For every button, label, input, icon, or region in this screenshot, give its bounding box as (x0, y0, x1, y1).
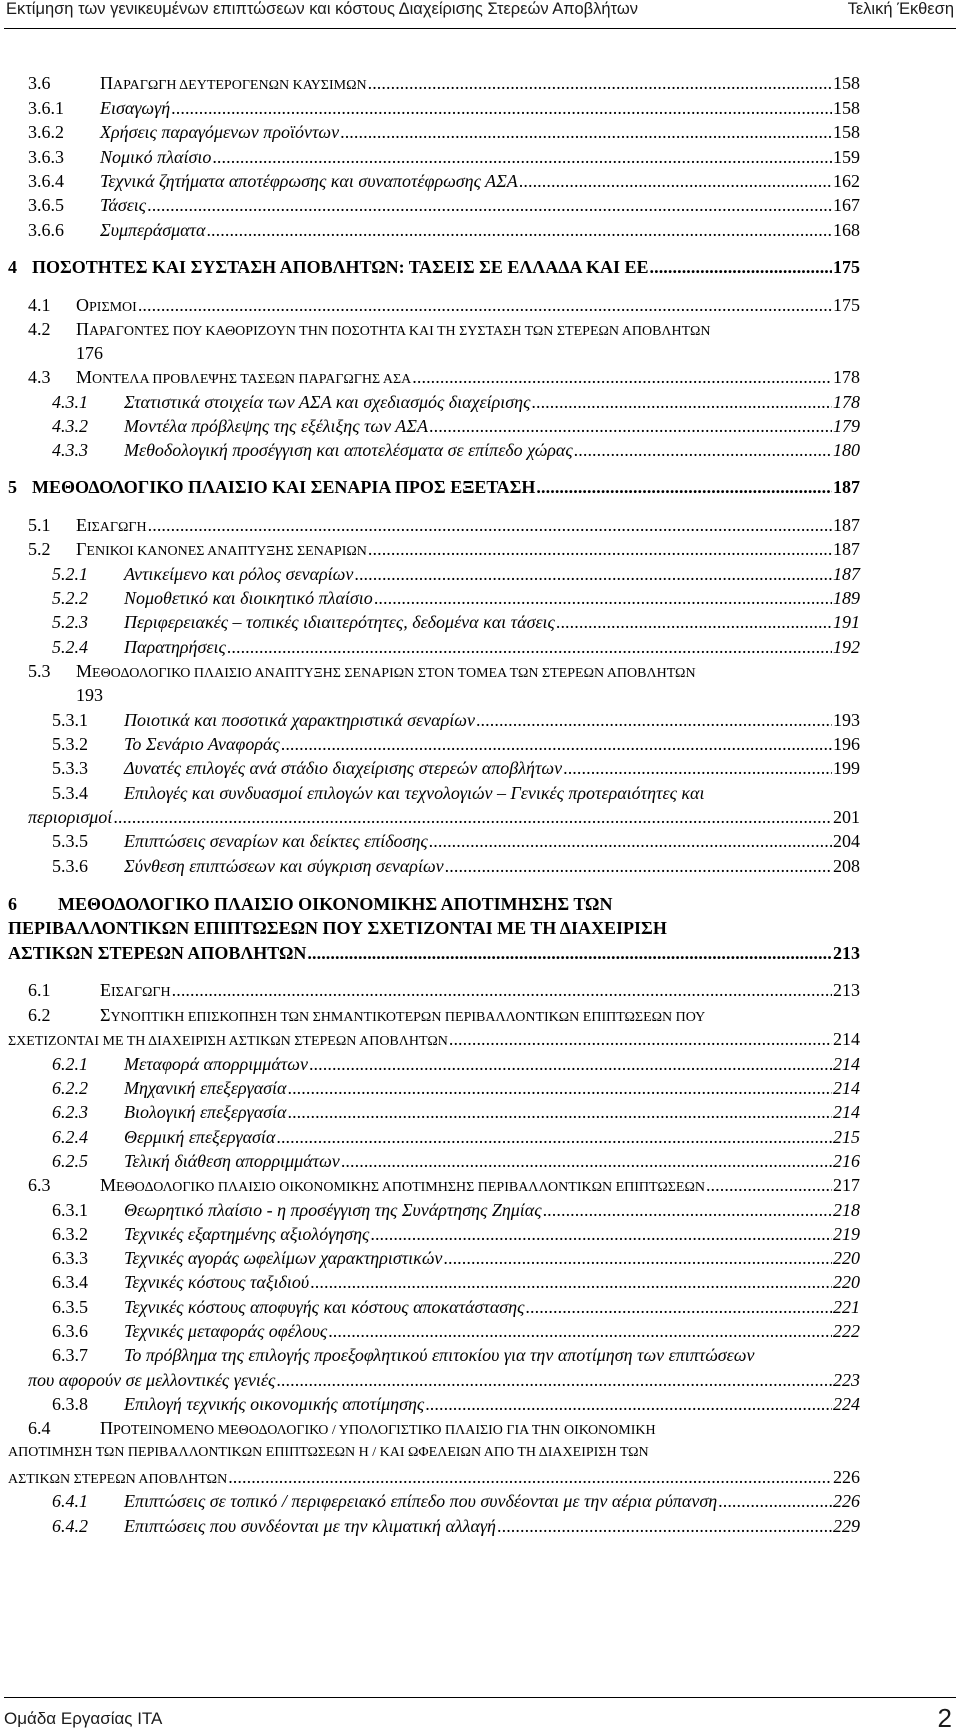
toc-entry-3-6-3[interactable]: 3.6.3 Νομικό πλαίσιο . . . 159 (28, 146, 860, 168)
page-number: 2 (937, 1703, 952, 1733)
toc-entry-6-4-line2: ΑΠΟΤΙΜΗΣΗ ΤΩΝ ΠΕΡΙΒΑΛΛΟΝΤΙΚΩΝ ΕΠΙΠΤΩΣΕΩΝ Η / ΚΑΙ ΩΦΕΛΕΙΩΝ ΑΠΟ ΤΗ ΔΙΑΧΕΙΡΙΣΗ ΤΩΝ (8, 1445, 649, 1460)
toc-entry-5-3-4-cont[interactable]: περιορισμοί . . . 201 (28, 806, 860, 828)
toc-entry-6-2-5[interactable]: 6.2.5 Τελική διάθεση απορριμμάτων . . . 216 (52, 1150, 860, 1172)
toc-entry-6-3-1[interactable]: 6.3.1 Θεωρητικό πλαίσιο - η προσέγγιση της Συνάρτησης Ζημίας . . . 218 (52, 1199, 860, 1221)
toc-entry-5-2-2[interactable]: 5.2.2 Νομοθετικό και διοικητικό πλαίσιο . . . 189 (52, 587, 860, 609)
toc-entry-4-3-2[interactable]: 4.3.2 Μοντέλα πρόβλεψης της εξέλιξης των ΑΣΑ . . . 179 (52, 415, 860, 437)
toc-entry-6-4-1[interactable]: 6.4.1 Επιπτώσεις σε τοπικό / περιφερειακό επίπεδο που συνδέονται με την αέρια ρύπανση . . . 226 (52, 1490, 860, 1512)
toc-entry-3-6-1[interactable]: 3.6.1 Εισαγωγή . . . 158 (28, 97, 860, 119)
toc-entry-5-3-6[interactable]: 5.3.6 Σύνθεση επιπτώσεων και σύγκριση σεναρίων . . . 208 (52, 855, 860, 877)
toc-entry-5-3[interactable]: 5.3 ΜΕΘΟΔΟΛΟΓΙΚΟ ΠΛΑΙΣΙΟ ΑΝΑΠΤΥΞΗΣ ΣΕΝΑΡΙΩΝ ΣΤΟΝ ΤΟΜΕΑ ΤΩΝ ΣΤΕΡΕΩΝ ΑΠΟΒΛΗΤΩΝ (28, 661, 696, 681)
toc-entry-6-4-2[interactable]: 6.4.2 Επιπτώσεις που συνδέονται με την κλιματική αλλαγή . . . 229 (52, 1515, 860, 1537)
toc-entry-6[interactable]: 6 ΜΕΘΟΔΟΛΟΓΙΚΟ ΠΛΑΙΣΙΟ ΟΙΚΟΝΟΜΙΚΗΣ ΑΠΟΤΙΜΗΣΗΣ ΤΩΝ (8, 894, 613, 914)
toc-entry-3-6-5[interactable]: 3.6.5 Τάσεις . . . 167 (28, 194, 860, 216)
toc-entry-3-6[interactable]: 3.6 ΠΑΡΑΓΩΓΗ ΔΕΥΤΕΡΟΓΕΝΩΝ ΚΑΥΣΙΜΩΝ . . . 158 (28, 72, 860, 97)
toc-entry-6-2-4[interactable]: 6.2.4 Θερμική επεξεργασία . . . 215 (52, 1126, 860, 1148)
toc-entry-3-6-4[interactable]: 3.6.4 Τεχνικά ζητήματα αποτέφρωσης και συναποτέφρωσης ΑΣΑ . . . 162 (28, 170, 860, 192)
toc-entry-5-3-1[interactable]: 5.3.1 Ποιοτικά και ποσοτικά χαρακτηριστικά σεναρίων . . . 193 (52, 709, 860, 731)
toc-entry-6-2-1[interactable]: 6.2.1 Μεταφορά απορριμμάτων . . . 214 (52, 1053, 860, 1075)
toc-entry-5-2-4[interactable]: 5.2.4 Παρατηρήσεις . . . 192 (52, 636, 860, 658)
toc-entry-6-4[interactable]: 6.4 ΠΡΟΤΕΙΝΟΜΕΝΟ ΜΕΘΟΔΟΛΟΓΙΚΟ / ΥΠΟΛΟΓΙΣΤΙΚΟ ΠΛΑΙΣΙΟ ΓΙΑ ΤΗΝ ΟΙΚΟΝΟΜΙΚΗ (28, 1418, 656, 1438)
toc-entry-6-3-6[interactable]: 6.3.6 Τεχνικές μεταφοράς οφέλους . . . 222 (52, 1320, 860, 1342)
toc-entry-5-3-2[interactable]: 5.3.2 Το Σενάριο Αναφοράς . . . 196 (52, 733, 860, 755)
toc-entry-6-4-line3[interactable]: ΑΣΤΙΚΩΝ ΣΤΕΡΕΩΝ ΑΠΟΒΛΗΤΩΝ . . . 226 (8, 1466, 860, 1491)
toc-entry-6-3-8[interactable]: 6.3.8 Επιλογή τεχνικής οικονομικής αποτίμησης . . . 224 (52, 1393, 860, 1415)
toc-entry-4-2[interactable]: 4.2 ΠΑΡΑΓΟΝΤΕΣ ΠΟΥ ΚΑΘΟΡΙΖΟΥΝ ΤΗΝ ΠΟΣΟΤΗΤΑ ΚΑΙ ΤΗ ΣΥΣΤΑΣΗ ΤΩΝ ΣΤΕΡΕΩΝ ΑΠΟΒΛΗΤΩΝ (28, 319, 711, 339)
toc-entry-5-1[interactable]: 5.1 ΕΙΣΑΓΩΓΗ . . . 187 (28, 514, 860, 539)
toc-entry-6-2-cont[interactable]: ΣΧΕΤΙΖΟΝΤΑΙ ΜΕ ΤΗ ΔΙΑΧΕΙΡΙΣΗ ΑΣΤΙΚΩΝ ΣΤΕΡΕΩΝ ΑΠΟΒΛΗΤΩΝ . . . 214 (8, 1028, 860, 1053)
toc-entry-6-3-4[interactable]: 6.3.4 Τεχνικές κόστους ταξιδιού . . . 220 (52, 1271, 860, 1293)
toc-entry-5[interactable]: 5 ΜΕΘΟΔΟΛΟΓΙΚΟ ΠΛΑΙΣΙΟ ΚΑΙ ΣΕΝΑΡΙΑ ΠΡΟΣ ΕΞΕΤΑΣΗ . . . 187 (8, 476, 860, 498)
document-title: Εκτίμηση των γενικευμένων επιπτώσεων και κόστους Διαχείρισης Στερεών Αποβλήτων (6, 0, 638, 18)
toc-entry-5-3-3[interactable]: 5.3.3 Δυνατές επιλογές ανά στάδιο διαχείρισης στερεών αποβλήτων . . . 199 (52, 757, 860, 779)
toc-entry-5-2-1[interactable]: 5.2.1 Αντικείμενο και ρόλος σεναρίων . . . 187 (52, 563, 860, 585)
toc-entry-3-6-2[interactable]: 3.6.2 Χρήσεις παραγόμενων προϊόντων . . . 158 (28, 121, 860, 143)
toc-entry-6-3-5[interactable]: 6.3.5 Τεχνικές κόστους αποφυγής και κόστους αποκατάστασης . . . 221 (52, 1296, 860, 1318)
toc-entry-3-6-6[interactable]: 3.6.6 Συμπεράσματα . . . 168 (28, 219, 860, 241)
toc-entry-4[interactable]: 4 ΠΟΣΟΤΗΤΕΣ ΚΑΙ ΣΥΣΤΑΣΗ ΑΠΟΒΛΗΤΩΝ: ΤΑΣΕΙΣ ΣΕ ΕΛΛΑΔΑ ΚΑΙ ΕΕ . . . 175 (8, 256, 860, 278)
toc-entry-4-3-1[interactable]: 4.3.1 Στατιστικά στοιχεία των ΑΣΑ και σχεδιασμός διαχείρισης . . . 178 (52, 391, 860, 413)
toc-entry-6-line2: ΠΕΡΙΒΑΛΛΟΝΤΙΚΩΝ ΕΠΙΠΤΩΣΕΩΝ ΠΟΥ ΣΧΕΤΙΖΟΝΤΑΙ ΜΕ ΤΗ ΔΙΑΧΕΙΡΙΣΗ (8, 918, 667, 938)
toc-entry-6-3-7[interactable]: 6.3.7 Το πρόβλημα της επιλογής προεξοφλητικού επιτοκίου για την αποτίμηση των επιπτώσεων (52, 1345, 755, 1365)
toc-entry-5-2-3[interactable]: 5.2.3 Περιφερειακές – τοπικές ιδιαιτερότητες, δεδομένα και τάσεις . . . 191 (52, 611, 860, 633)
toc-entry-5-3-page: 193 (76, 685, 103, 705)
toc-entry-6-3-7-cont[interactable]: που αφορούν σε μελλοντικές γενιές . . . 223 (28, 1369, 860, 1391)
toc-entry-6-3-3[interactable]: 6.3.3 Τεχνικές αγοράς ωφελίμων χαρακτηριστικών . . . 220 (52, 1247, 860, 1269)
toc-entry-6-1[interactable]: 6.1 ΕΙΣΑΓΩΓΗ . . . 213 (28, 979, 860, 1004)
toc-entry-6-3[interactable]: 6.3 ΜΕΘΟΔΟΛΟΓΙΚΟ ΠΛΑΙΣΙΟ ΟΙΚΟΝΟΜΙΚΗΣ ΑΠΟΤΙΜΗΣΗΣ ΠΕΡΙΒΑΛΛΟΝΤΙΚΩΝ ΕΠΙΠΤΩΣΕΩΝ . . . 217 (28, 1174, 860, 1199)
page-footer (4, 1705, 952, 1733)
report-type: Τελική Έκθεση (847, 0, 954, 18)
toc-entry-4-1[interactable]: 4.1 ΟΡΙΣΜΟΙ . . . 175 (28, 294, 860, 319)
toc-entry-6-2-2[interactable]: 6.2.2 Μηχανική επεξεργασία . . . 214 (52, 1077, 860, 1099)
footer-divider (4, 1697, 956, 1698)
toc-entry-4-3-3[interactable]: 4.3.3 Μεθοδολογική προσέγγιση και αποτελέσματα σε επίπεδο χώρας . . . 180 (52, 439, 860, 461)
toc-entry-5-3-4[interactable]: 5.3.4 Επιλογές και συνδυασμοί επιλογών και τεχνολογιών – Γενικές προτεραιότητες και (52, 783, 705, 803)
organization-name: Ομάδα Εργασίας ΙΤΑ (4, 1709, 163, 1728)
toc-entry-6-3-2[interactable]: 6.3.2 Τεχνικές εξαρτημένης αξιολόγησης . . . 219 (52, 1223, 860, 1245)
toc-entry-6-2[interactable]: 6.2 ΣΥΝΟΠΤΙΚΗ ΕΠΙΣΚΟΠΗΣΗ ΤΩΝ ΣΗΜΑΝΤΙΚΟΤΕΡΩΝ ΠΕΡΙΒΑΛΛΟΝΤΙΚΩΝ ΕΠΙΠΤΩΣΕΩΝ ΠΟΥ (28, 1005, 706, 1025)
toc-entry-5-2[interactable]: 5.2 ΓΕΝΙΚΟΙ ΚΑΝΟΝΕΣ ΑΝΑΠΤΥΞΗΣ ΣΕΝΑΡΙΩΝ . . . 187 (28, 538, 860, 563)
toc-entry-4-2-page: 176 (76, 343, 103, 363)
toc-entry-6-2-3[interactable]: 6.2.3 Βιολογική επεξεργασία . . . 214 (52, 1101, 860, 1123)
toc-entry-6-line3[interactable]: ΑΣΤΙΚΩΝ ΣΤΕΡΕΩΝ ΑΠΟΒΛΗΤΩΝ . . . 213 (8, 942, 860, 964)
toc-entry-5-3-5[interactable]: 5.3.5 Επιπτώσεις σεναρίων και δείκτες επίδοσης . . . 204 (52, 830, 860, 852)
toc-entry-4-3[interactable]: 4.3 ΜΟΝΤΕΛΑ ΠΡΟΒΛΕΨΗΣ ΤΑΣΕΩΝ ΠΑΡΑΓΩΓΗΣ ΑΣΑ . . . 178 (28, 366, 860, 391)
